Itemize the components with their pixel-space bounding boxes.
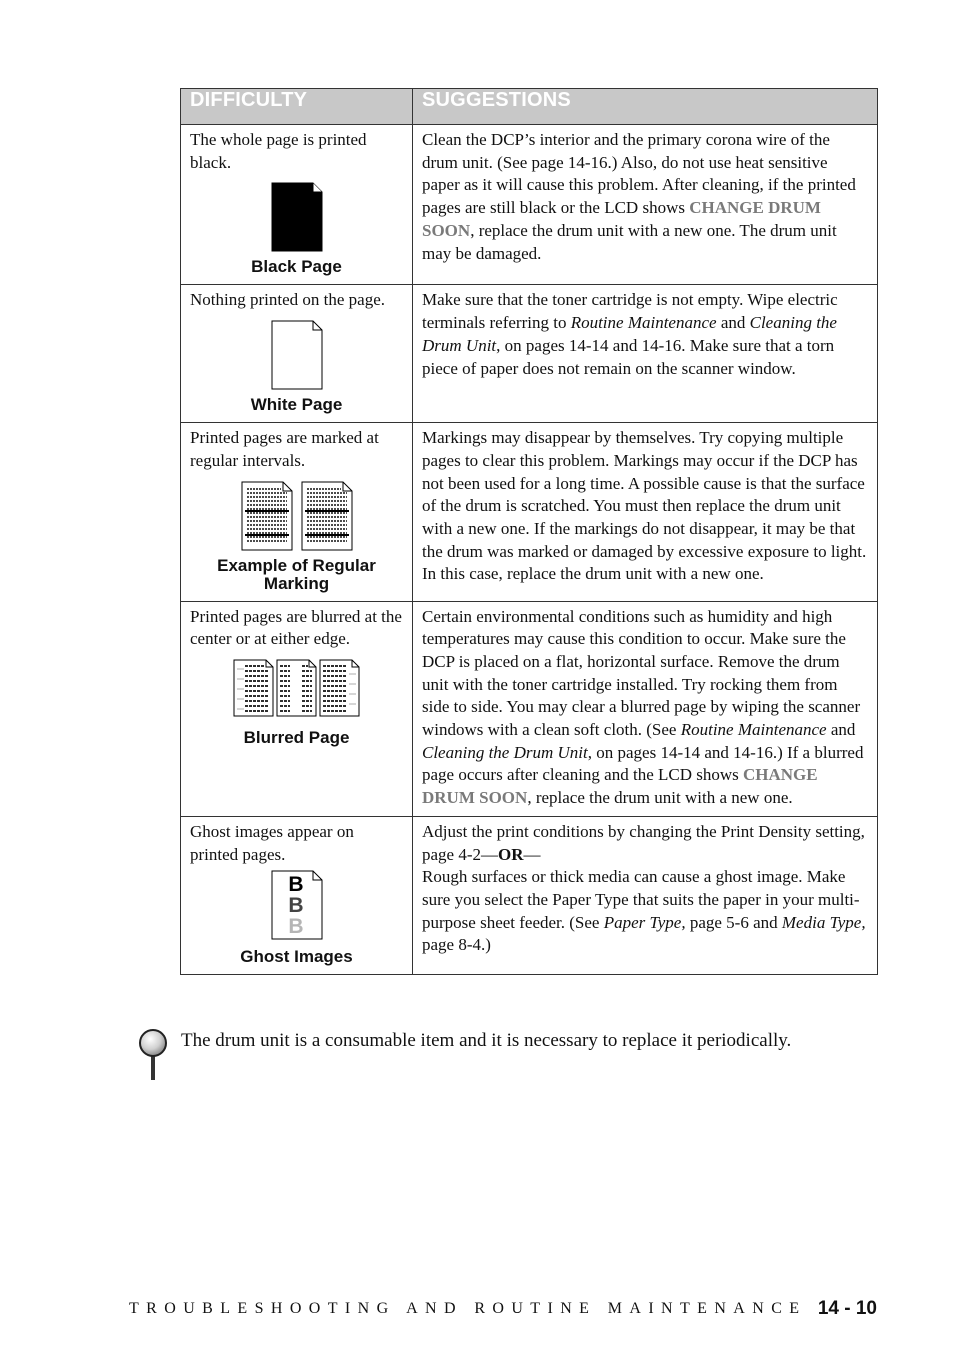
difficulty-cell	[181, 601, 413, 816]
figure-caption: Ghost Images	[240, 947, 353, 967]
text-run: page 5-6 and	[685, 912, 782, 932]
page-footer	[129, 1298, 877, 1322]
text-run: Clean the DCP’s interior and the primary corona wire of the drum unit. (See page 14-16.) Also, do not use heat sensitive paper as it will cause this problem. After cleaning, if the printed pages are still black or the LCD shows	[422, 130, 856, 218]
figure-caption: Example of Regular Marking	[217, 555, 376, 593]
lcd-message: CHANGE DRUM SOON	[422, 765, 818, 808]
ghost-letter-1: B	[287, 873, 304, 897]
reference-title: Media Type,	[781, 912, 866, 932]
black-page-figure	[190, 182, 403, 276]
text-run: , on pages 14-14 and 14-16.) If a blurred page occurs after cleaning and the LCD shows	[422, 742, 864, 785]
ghost-letter-3: B	[287, 915, 304, 939]
troubleshooting-table	[180, 88, 878, 975]
suggestion-text	[422, 129, 869, 265]
text-run: and	[716, 313, 750, 333]
white-page-icon	[271, 320, 323, 390]
marked-pages-icon	[241, 481, 353, 551]
difficulty-text: The whole page is printed black.	[190, 130, 367, 172]
text-run: Markings may disappear by themselves. Try copying multiple pages to clear this problem. Markings may occur if the DCP has not been used for a long time. A possible cause is that the surface of the drum is scratched. You must then replace the drum unit with a new one. If the markings do not disappear, it may be that the drum was marked or damaged by excessive exposure to light. In this case, replace the drum unit with a new one.	[422, 428, 867, 584]
suggestion-text	[422, 821, 869, 957]
text-run: , on pages 14-14 and 14-16. Make sure that a torn piece of paper does not remain on the scanner window.	[422, 335, 835, 378]
ghost-letter-2: B	[287, 894, 304, 918]
suggestion-cell	[413, 601, 878, 816]
suggestion-text	[422, 427, 869, 586]
table-row	[181, 423, 878, 601]
difficulty-cell	[181, 285, 413, 423]
difficulty-text: Nothing printed on the page.	[190, 290, 385, 310]
ghost-images-figure	[190, 870, 403, 966]
reference-title: Routine Maintenance	[680, 720, 827, 740]
suggestion-cell	[413, 285, 878, 423]
text-run: , replace the drum unit with a new one. The drum unit may be damaged.	[422, 220, 837, 263]
difficulty-cell	[181, 423, 413, 601]
table-row	[181, 285, 878, 423]
difficulty-text: Printed pages are blurred at the center or at either edge.	[190, 606, 402, 649]
difficulty-text: Ghost images appear on printed pages.	[190, 821, 354, 864]
black-page-icon	[271, 182, 323, 252]
suggestion-text	[422, 606, 869, 810]
text-run: Make sure that the toner cartridge is not empty. Wipe electric terminals referring to	[422, 290, 838, 333]
reference-title: Cleaning the Drum Unit	[422, 313, 837, 355]
reference-title: Cleaning the Drum Unit	[422, 742, 588, 762]
difficulty-cell	[181, 125, 413, 285]
header-suggestions: SUGGESTIONS	[413, 89, 878, 125]
text-run: , replace the drum unit with a new one.	[527, 788, 793, 808]
emphasis: OR	[498, 844, 524, 864]
figure-caption: Black Page	[251, 257, 342, 277]
lcd-message: CHANGE DRUM SOON	[422, 198, 821, 240]
blurred-page-figure	[190, 659, 403, 747]
reference-title: Paper Type,	[603, 912, 686, 932]
text-run: Rough surfaces or thick media can cause a ghost image. Make sure you select the Paper Type that suits the paper in your multi-purpose sheet feeder. (See	[422, 867, 860, 932]
ghost-page-icon	[271, 870, 323, 940]
figure-caption: White Page	[250, 395, 343, 415]
white-page-figure	[190, 320, 403, 414]
header-difficulty: DIFFICULTY	[181, 89, 413, 125]
table-row	[181, 816, 878, 974]
note-text: The drum unit is a consumable item and it is necessary to replace it periodically.	[181, 1030, 792, 1051]
suggestion-cell	[413, 423, 878, 601]
blurred-pages-icon	[233, 659, 361, 717]
table-row	[181, 601, 878, 816]
table-header-row	[181, 89, 878, 125]
page-number: 14 - 10	[817, 1298, 877, 1319]
difficulty-text: Printed pages are marked at regular intervals.	[190, 428, 379, 470]
text-run: Adjust the print conditions by changing the Print Density setting, page 4-2—	[422, 821, 865, 864]
suggestion-text	[422, 289, 869, 380]
figure-caption: Blurred Page	[243, 727, 350, 747]
footer-section-title: TROUBLESHOOTING AND ROUTINE MAINTENANCE	[129, 1300, 807, 1317]
text-run: and	[826, 720, 856, 740]
text-run: Certain environmental conditions such as humidity and high temperatures may cause this condition to occur. Make sure the DCP is placed on a flat, horizontal surface. Remove the drum unit with the toner cartridge installed. Try rocking them from side to side. You may clear a blurred page by wiping the scanner windows with a clean soft cloth. (See	[422, 606, 861, 740]
reference-title: Routine Maintenance	[570, 313, 717, 333]
suggestion-cell	[413, 816, 878, 974]
magnifier-icon	[136, 1028, 170, 1084]
regular-marking-figure	[190, 481, 403, 593]
suggestion-cell	[413, 125, 878, 285]
text-run: —	[523, 844, 541, 864]
table-row	[181, 125, 878, 285]
difficulty-cell	[181, 816, 413, 974]
text-run: page 8-4.)	[422, 935, 491, 955]
